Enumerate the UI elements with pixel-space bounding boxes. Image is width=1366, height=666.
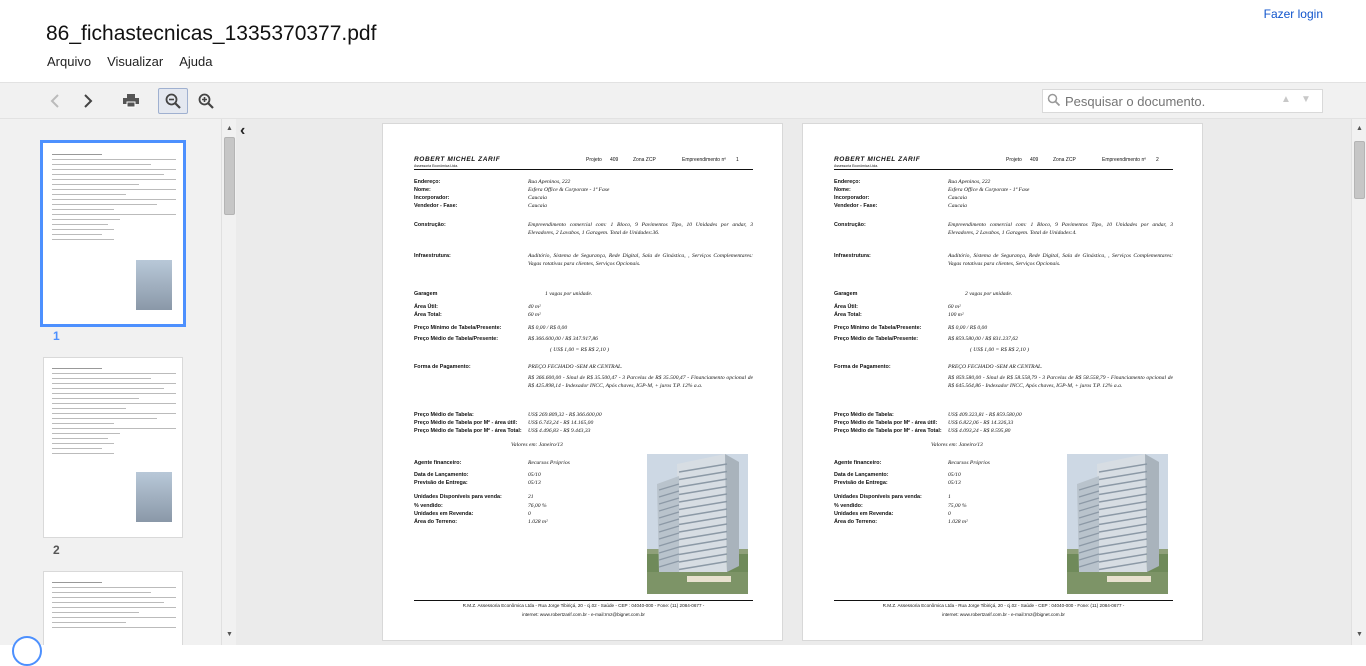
field-row [414, 364, 753, 372]
field-row [834, 312, 1173, 320]
field-row [834, 179, 1173, 187]
zona-label: Zona ZCP [1053, 157, 1076, 163]
field-label: Preço Médio de Tabela por M² - área útil: [414, 420, 518, 426]
field-label: Garagem [414, 291, 438, 297]
sidebar-scroll-thumb[interactable] [224, 137, 235, 215]
field-row [414, 179, 753, 187]
company-name: ROBERT MICHEL ZARIF [414, 156, 501, 163]
print-icon [123, 94, 139, 108]
field-label: Área do Terreno: [414, 519, 458, 525]
field-row [414, 203, 753, 211]
field-value: PREÇO FECHADO -SEM AR CENTRAL. [528, 364, 623, 370]
field-value: R$ 0,00 / R$ 0,00 [948, 325, 988, 331]
field-value: Esfera Office & Corporate - 1ª Fase [528, 187, 610, 193]
thumbnail-preview [52, 582, 176, 632]
field-row [414, 428, 753, 436]
page-content [414, 156, 753, 617]
search-icon [1047, 93, 1061, 107]
field-label: Preço Médio de Tabela/Presente: [414, 336, 499, 342]
thumbnail-preview [52, 368, 176, 458]
field-label: Unidades em Revenda: [414, 511, 474, 517]
field-row [834, 420, 1173, 428]
scroll-up-icon[interactable]: ▲ [226, 125, 233, 132]
page-header [414, 156, 753, 170]
search-box [1042, 89, 1323, 113]
thumbnail-page-2[interactable] [43, 357, 183, 538]
field-value: 21 [528, 494, 534, 500]
field-label: Data de Lançamento: [834, 472, 889, 478]
footer-address: R.M.Z. Assessoria Econômica Ltda - Rua Jorge Tibiriçá, 20 - cj.02 - Saúde - CEP : 04040-000 - Fone: (11) 2084-0677 - [882, 603, 1125, 608]
page-footer [834, 600, 1173, 619]
field-label: Incorporador: [414, 195, 450, 201]
field-label: Preço Médio de Tabela: [834, 412, 894, 418]
print-button[interactable] [116, 88, 146, 114]
field-row [834, 304, 1173, 312]
field-label: Forma de Pagamento: [834, 364, 891, 370]
field-value: Empreendimento comercial com: 1 Bloco, 9 Pavimentos Tipo, 10 Unidades por andar, 3 Elevadores, 2 Lavabos, 1 Garagem. Total de Unidades:36. [528, 222, 753, 236]
field-value: 60 m² [528, 312, 541, 318]
zona-label: Zona ZCP [633, 157, 656, 163]
field-value: 0 [948, 511, 951, 517]
app-header [0, 0, 1366, 82]
field-value: US$ 4.093,24 - R$ 8.595,80 [948, 428, 1011, 434]
field-value: PREÇO FECHADO -SEM AR CENTRAL. [948, 364, 1043, 370]
field-value: R$ 366.600,00 - Sinal de R$ 35.500,47 - 3 Parcelas de R$ 35.500,47 - Financiamento opcional de R$ 425.898,14 - Indexador INCC, Após chaves, IGP-M, + juros T.P. 12% a.a. [528, 375, 753, 389]
field-value: 60 m² [948, 304, 961, 310]
field-value: 0 [528, 511, 531, 517]
building-image [136, 472, 172, 522]
field-label: Construção: [414, 222, 446, 228]
field-row [834, 347, 1173, 355]
field-value: Valores em: Janeiro/13 [931, 442, 983, 448]
field-label: Unidades em Revenda: [834, 511, 894, 517]
field-value: Empreendimento comercial com: 1 Bloco, 9 Pavimentos Tipo, 10 Unidades por andar, 3 Elevadores, 2 Lavabos, 1 Garagem. Total de Unidades:4. [948, 222, 1173, 236]
field-row [414, 222, 753, 246]
empreendimento-value: 2 [1156, 157, 1159, 163]
company-subtitle: Assessoria Econômica Ltda. [834, 164, 879, 168]
field-row [834, 442, 1173, 450]
field-label: Data de Lançamento: [414, 472, 469, 478]
field-label: Forma de Pagamento: [414, 364, 471, 370]
collapse-sidebar-icon[interactable]: ‹ [240, 122, 246, 139]
building-image [1067, 454, 1168, 594]
field-value: Caucaia [528, 203, 547, 209]
projeto-value: 409 [610, 157, 619, 163]
field-row [414, 442, 753, 450]
sidebar-scrollbar[interactable] [221, 119, 236, 645]
field-value: ( US$ 1,00 = R$ R$ 2,10 ) [970, 347, 1029, 353]
field-row [414, 325, 753, 333]
field-row [414, 375, 753, 399]
zoom-in-button[interactable] [191, 88, 221, 114]
field-value: 76,00 % [528, 503, 547, 509]
field-label: Endereço: [414, 179, 441, 185]
field-value: US$ 409.323,81 - R$ 859.580,00 [948, 412, 1022, 418]
field-row [834, 412, 1173, 420]
toolbar [0, 82, 1366, 119]
field-value: 1.028 m² [528, 519, 548, 525]
field-value: 100 m² [948, 312, 964, 318]
field-label: Infraestrutura: [834, 253, 871, 259]
field-row [834, 195, 1173, 203]
field-value: Esfera Office & Corporate - 1ª Fase [948, 187, 1030, 193]
field-row [414, 291, 753, 299]
field-row [834, 203, 1173, 211]
field-label: Preço Médio de Tabela por M² - área útil: [834, 420, 938, 426]
company-name: ROBERT MICHEL ZARIF [834, 156, 921, 163]
zoom-out-button[interactable] [158, 88, 188, 114]
field-row [414, 312, 753, 320]
field-row [834, 222, 1173, 246]
field-value: US$ 4.496,83 - R$ 9.443,33 [528, 428, 591, 434]
field-value: Rua Apeninos, 222 [528, 179, 571, 185]
field-value: 05/13 [528, 480, 541, 486]
feedback-icon[interactable] [12, 636, 42, 666]
field-label: Previsão de Entrega: [414, 480, 468, 486]
field-value: 40 m² [528, 304, 541, 310]
field-row [834, 325, 1173, 333]
footer-contact: internet: www.robertzarif.com.br - e-mail:rmz@bignet.com.br [522, 611, 645, 617]
field-row [414, 187, 753, 195]
projeto-label: Projeto [1006, 157, 1022, 163]
building-image [647, 454, 748, 594]
login-link[interactable]: Fazer login [1263, 7, 1323, 21]
field-value: R$ 366.600,00 / R$ 347.917,86 [528, 336, 598, 342]
search-previous-icon[interactable]: ▲ [1281, 94, 1291, 105]
search-input[interactable] [1065, 92, 1265, 110]
empreendimento-value: 1 [736, 157, 739, 163]
field-label: Área do Terreno: [834, 519, 878, 525]
page-content [834, 156, 1173, 617]
field-value: 2 vagas por unidade. [965, 291, 1013, 297]
zoom-out-icon [165, 93, 181, 109]
field-value: Auditório, Sistema de Segurança, Rede Digital, Sala de Ginástica, , Serviços Complementares: Vagas rotativas para clientes, Serviços Opcionais. [948, 253, 1173, 267]
field-label: Agente financeiro: [414, 460, 462, 466]
building-image [136, 260, 172, 310]
field-value: Valores em: Janeiro/13 [511, 442, 563, 448]
document-title: 86_fichastecnicas_1335370377.pdf [46, 22, 377, 45]
field-row [414, 195, 753, 203]
field-row [414, 347, 753, 355]
scroll-down-icon[interactable]: ▼ [1356, 631, 1363, 638]
field-value: 75,00 % [948, 503, 967, 509]
viewer-scrollbar[interactable] [1351, 119, 1366, 645]
empreendimento-label: Empreendimento nº [1102, 157, 1147, 163]
field-row [414, 420, 753, 428]
field-label: % vendido: [834, 503, 863, 509]
thumbnail-page-3[interactable] [43, 571, 183, 645]
field-label: Construção: [834, 222, 866, 228]
page-header [834, 156, 1173, 170]
field-row [414, 253, 753, 277]
field-value: Auditório, Sistema de Segurança, Rede Digital, Sala de Ginástica, , Serviços Complementares: Vagas rotativas para clientes, Serviços Opcionais. [528, 253, 753, 267]
field-value: Recursos Próprios [948, 460, 990, 466]
field-label: Nome: [834, 187, 851, 193]
scroll-down-icon[interactable]: ▼ [226, 631, 233, 638]
projeto-label: Projeto [586, 157, 602, 163]
field-value: 05/13 [948, 480, 961, 486]
chevron-left-icon [50, 94, 60, 108]
empreendimento-label: Empreendimento nº [682, 157, 727, 163]
field-label: Vendedor - Fase: [834, 203, 878, 209]
field-label: Área Total: [834, 312, 862, 318]
field-label: Preço Mínimo de Tabela/Presente: [414, 325, 502, 331]
field-value: Recursos Próprios [528, 460, 570, 466]
search-next-icon[interactable]: ▼ [1301, 94, 1311, 105]
projeto-value: 409 [1030, 157, 1039, 163]
field-label: Preço Médio de Tabela por M² - área Total: [834, 428, 942, 434]
field-row [414, 412, 753, 420]
field-value: Caucaia [948, 195, 967, 201]
field-row [414, 336, 753, 344]
field-value: Caucaia [528, 195, 547, 201]
field-label: Preço Médio de Tabela por M² - área Total: [414, 428, 522, 434]
thumbnail-sidebar [0, 119, 221, 645]
field-value: R$ 859.580,00 / R$ 831.237,62 [948, 336, 1018, 342]
field-label: Unidades Disponíveis para venda: [414, 494, 502, 500]
field-label: % vendido: [414, 503, 443, 509]
field-label: Unidades Disponíveis para venda: [834, 494, 922, 500]
field-label: Endereço: [834, 179, 861, 185]
scroll-up-icon[interactable]: ▲ [1356, 125, 1363, 132]
field-value: US$ 269.809,32 - R$ 366.600,00 [528, 412, 602, 418]
field-value: Caucaia [948, 203, 967, 209]
field-label: Área Total: [414, 312, 442, 318]
field-label: Vendedor - Fase: [414, 203, 458, 209]
field-value: ( US$ 1,00 = R$ R$ 2,10 ) [550, 347, 609, 353]
field-row [414, 304, 753, 312]
field-label: Previsão de Entrega: [834, 480, 888, 486]
field-label: Incorporador: [834, 195, 870, 201]
previous-page-button[interactable] [40, 88, 70, 114]
menu-ajuda[interactable]: Ajuda [179, 54, 213, 69]
field-value: 1 [948, 494, 951, 500]
field-value: 1.028 m² [948, 519, 968, 525]
thumbnail-label-2: 2 [53, 543, 60, 557]
field-row [834, 187, 1173, 195]
field-label: Área Útil: [834, 304, 858, 310]
footer-address: R.M.Z. Assessoria Econômica Ltda - Rua Jorge Tibiriçá, 20 - cj.02 - Saúde - CEP : 04040-000 - Fone: (11) 2084-0677 - [462, 603, 705, 608]
field-row [834, 253, 1173, 277]
zoom-in-icon [198, 93, 214, 109]
field-label: Agente financeiro: [834, 460, 882, 466]
field-label: Preço Mínimo de Tabela/Presente: [834, 325, 922, 331]
field-row [834, 428, 1173, 436]
thumbnail-page-1[interactable] [43, 143, 183, 324]
field-label: Garagem [834, 291, 858, 297]
menu-visualizar[interactable]: Visualizar [107, 54, 164, 69]
company-subtitle: Assessoria Econômica Ltda. [414, 164, 459, 168]
viewer-scroll-thumb[interactable] [1354, 141, 1365, 199]
page-footer [414, 600, 753, 619]
field-label: Preço Médio de Tabela: [414, 412, 474, 418]
thumbnail-label-1: 1 [53, 329, 60, 343]
footer-contact: internet: www.robertzarif.com.br - e-mail:rmz@bignet.com.br [942, 611, 1065, 617]
pdf-page-2 [802, 123, 1203, 641]
field-label: Infraestrutura: [414, 253, 451, 259]
thumbnail-preview [52, 154, 176, 244]
chevron-right-icon [83, 94, 93, 108]
field-value: US$ 6.743,24 - R$ 14.165,00 [528, 420, 594, 426]
menu-bar [47, 54, 228, 69]
field-value: 05/10 [528, 472, 541, 478]
field-value: R$ 859.580,00 - Sinal de R$ 58.558,79 - 3 Parcelas de R$ 58.558,79 - Financiamento opcional de R$ 645.564,86 - Indexador INCC, Após chaves, IGP-M, + juros T.P. 12% a.a. [948, 375, 1173, 389]
field-row [834, 375, 1173, 399]
field-value: Rua Apeninos, 222 [948, 179, 991, 185]
field-label: Nome: [414, 187, 431, 193]
field-value: US$ 6.822,06 - R$ 14.326,33 [948, 420, 1014, 426]
field-value: 1 vagas por unidade. [545, 291, 593, 297]
field-label: Área Útil: [414, 304, 438, 310]
menu-arquivo[interactable]: Arquivo [47, 54, 92, 69]
field-row [834, 291, 1173, 299]
field-value: R$ 0,00 / R$ 0,00 [528, 325, 568, 331]
field-row [834, 364, 1173, 372]
pdf-page-1 [382, 123, 783, 641]
field-value: 05/10 [948, 472, 961, 478]
field-label: Preço Médio de Tabela/Presente: [834, 336, 919, 342]
field-row [834, 336, 1173, 344]
next-page-button[interactable] [73, 88, 103, 114]
